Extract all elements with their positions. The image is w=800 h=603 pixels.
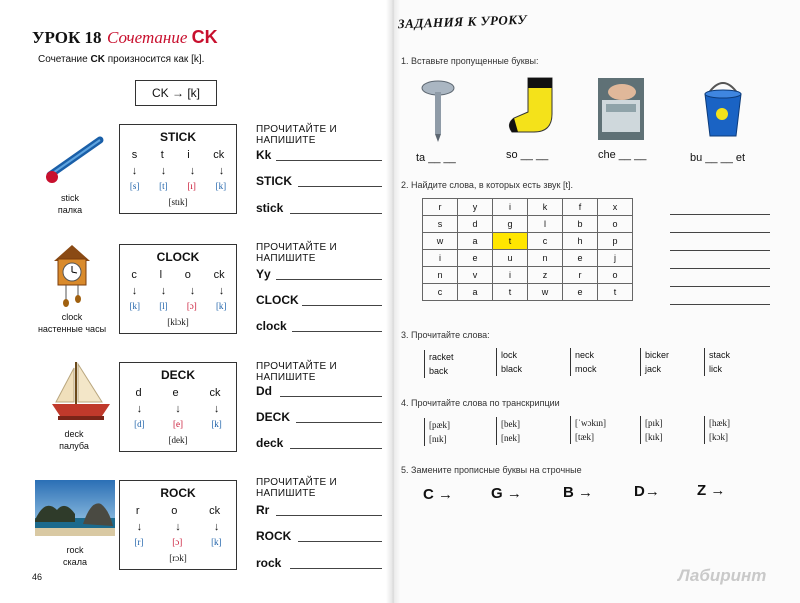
read-write-label: ПРОЧИТАЙТЕ И НАПИШИТЕ — [256, 477, 338, 499]
letter: o — [184, 269, 191, 281]
card-full-ipa: [klɔk] — [167, 317, 189, 327]
down-arrow-icon: ↓ — [218, 285, 225, 297]
deck-caption — [34, 428, 114, 452]
publisher-watermark: Лабиринт — [678, 566, 767, 585]
grid-cell[interactable]: e — [563, 250, 598, 267]
task-3-title: 3. Прочитайте слова: — [401, 330, 490, 340]
read-word: bicker — [645, 350, 670, 360]
down-arrow-icon: ↓ — [136, 403, 143, 415]
capital-letter-item: C → — [423, 486, 453, 503]
answer-line[interactable] — [670, 268, 770, 269]
grid-cell[interactable]: d — [458, 216, 493, 233]
read-word: neck — [575, 350, 595, 360]
card-ipa — [120, 301, 236, 311]
transcription: [pæk] — [429, 420, 450, 430]
transcription-column — [640, 416, 663, 444]
practice-line: Dd — [256, 384, 272, 398]
answer-line[interactable] — [276, 515, 382, 516]
transcription: [tæk] — [575, 432, 594, 442]
grid-cell[interactable]: h — [563, 233, 598, 250]
letter-grid — [422, 198, 633, 301]
grid-cell[interactable]: a — [458, 233, 493, 250]
down-arrow-icon: ↓ — [189, 285, 196, 297]
caption-ru: палуба — [59, 441, 89, 451]
ipa: [k] — [211, 537, 222, 547]
caption-en: rock — [66, 545, 84, 555]
card-arrows — [120, 403, 236, 415]
grid-cell[interactable]: x — [598, 199, 633, 216]
task-2-title: 2. Найдите слова, в которых есть звук [t]. — [401, 180, 573, 190]
card-full-ipa: [rɔk] — [169, 553, 187, 563]
task-5-title: 5. Замените прописные буквы на строчные — [401, 465, 582, 475]
ipa: [r] — [134, 537, 144, 547]
capital-letter-item: B → — [563, 484, 593, 501]
word-column — [424, 350, 454, 378]
intro-ck: CK — [90, 54, 105, 65]
grid-cell[interactable]: f — [563, 199, 598, 216]
lesson-subtitle-ck: CK — [191, 27, 218, 47]
letter: c — [131, 269, 137, 281]
word-card-stick — [119, 124, 237, 214]
transcription: [kɔk] — [709, 432, 728, 442]
grid-cell[interactable]: z — [528, 267, 563, 284]
answer-line[interactable] — [276, 160, 382, 161]
missing-letters-word: ta __ __ — [416, 152, 456, 164]
letter: i — [187, 149, 190, 161]
letter: d — [135, 387, 142, 399]
grid-cell[interactable]: v — [458, 267, 493, 284]
grid-cell[interactable]: c — [528, 233, 563, 250]
ipa: [k] — [215, 181, 227, 191]
grid-cell[interactable]: b — [563, 216, 598, 233]
missing-letters-word: bu __ __ et — [690, 152, 746, 164]
caption-ru: настенные часы — [37, 324, 107, 334]
task-1-title: 1. Вставьте пропущенные буквы: — [401, 56, 539, 66]
capital-letter-item: Z → — [697, 482, 726, 499]
transcription-column — [424, 418, 450, 446]
letter: ck — [209, 387, 221, 399]
rock-caption — [35, 544, 115, 568]
read-write-label: ПРОЧИТАЙТЕ И НАПИШИТЕ — [256, 361, 338, 383]
answer-line[interactable] — [292, 331, 382, 332]
ipa: [t] — [159, 181, 168, 191]
letter: ck — [213, 269, 225, 281]
boat-image — [46, 358, 116, 424]
down-arrow-icon: ↓ — [213, 521, 220, 533]
ipa: [d] — [134, 419, 145, 429]
rock-image — [35, 480, 115, 536]
book-gutter — [386, 0, 400, 603]
grid-cell[interactable]: o — [598, 267, 633, 284]
answer-line[interactable] — [276, 279, 382, 280]
answer-line[interactable] — [298, 541, 382, 542]
lesson-subtitle-prefix: Сочетание — [107, 28, 192, 47]
down-arrow-icon: ↓ — [175, 521, 181, 533]
capital-letter-item: D→ — [634, 483, 660, 500]
transcription: [ˈwɔkın] — [575, 418, 606, 428]
practice-line: Yy — [256, 267, 271, 281]
card-ipa — [120, 181, 236, 191]
bucket-image — [700, 72, 746, 140]
word-column — [496, 348, 522, 376]
grid-cell[interactable]: a — [458, 284, 493, 301]
sock-image — [504, 74, 568, 138]
transcription: [nık] — [429, 434, 447, 444]
card-ipa — [120, 537, 236, 547]
clock-caption — [32, 311, 112, 335]
ipa: [k] — [211, 419, 222, 429]
ipa: [l] — [159, 301, 168, 311]
letter: l — [159, 269, 163, 281]
ipa: [ɔ] — [186, 301, 197, 311]
card-word: ROCK — [160, 486, 196, 500]
grid-cell-highlighted[interactable]: t — [493, 233, 528, 250]
transcription: [pık] — [645, 418, 663, 428]
grid-cell[interactable]: o — [598, 216, 633, 233]
read-word: lock — [501, 350, 518, 360]
card-letters — [120, 149, 236, 161]
read-word: lick — [709, 364, 722, 374]
card-letters — [120, 505, 236, 517]
ipa: [e] — [172, 419, 183, 429]
read-word: jack — [645, 364, 662, 374]
grid-cell[interactable]: t — [493, 284, 528, 301]
practice-line: ROCK — [256, 529, 292, 543]
card-full-ipa: [stık] — [168, 197, 188, 207]
transcription: [kık] — [645, 432, 663, 442]
grid-cell[interactable]: r — [563, 267, 598, 284]
read-word: back — [429, 366, 449, 376]
stick-caption — [30, 192, 110, 216]
answer-line[interactable] — [298, 186, 382, 187]
down-arrow-icon: ↓ — [189, 165, 196, 177]
letter: t — [160, 149, 164, 161]
letter: e — [172, 387, 179, 399]
stick-image — [40, 130, 110, 190]
answer-line[interactable] — [670, 286, 770, 287]
ipa: [k] — [129, 301, 141, 311]
grid-cell[interactable]: w — [423, 233, 458, 250]
practice-line: Rr — [256, 503, 270, 517]
letter: s — [131, 149, 138, 161]
practice-line: rock — [256, 556, 282, 570]
letter: o — [171, 505, 178, 517]
task-4-title: 4. Прочитайте слова по транскрипции — [401, 398, 560, 408]
answer-line[interactable] — [290, 568, 382, 569]
card-word: STICK — [160, 130, 196, 144]
read-word: black — [501, 364, 523, 374]
cheque-machine-image — [598, 78, 644, 140]
read-write-label: ПРОЧИТАЙТЕ И НАПИШИТЕ — [256, 242, 338, 264]
caption-ru: палка — [57, 205, 83, 215]
grid-cell[interactable]: k — [528, 199, 563, 216]
word-column — [570, 348, 597, 376]
grid-cell[interactable]: t — [598, 284, 633, 301]
card-word: CLOCK — [156, 250, 200, 264]
practice-line: DECK — [256, 410, 291, 424]
word-card-deck — [119, 362, 237, 452]
practice-line: clock — [256, 319, 287, 333]
answer-line[interactable] — [670, 232, 770, 233]
grid-cell[interactable]: e — [563, 284, 598, 301]
transcription-column — [704, 416, 730, 444]
transcription: [nek] — [501, 433, 520, 443]
caption-en: clock — [61, 312, 83, 322]
grid-cell[interactable]: n — [528, 250, 563, 267]
read-word: stack — [709, 350, 731, 360]
transcription-column — [570, 416, 606, 444]
missing-letters-word: che __ __ — [598, 149, 647, 161]
letter: r — [135, 505, 140, 517]
answer-line[interactable] — [302, 305, 382, 306]
practice-line: STICK — [256, 174, 292, 188]
intro-pre: Сочетание — [38, 54, 91, 65]
card-letters — [120, 387, 236, 399]
read-word: racket — [429, 352, 454, 362]
grid-cell[interactable]: n — [423, 267, 458, 284]
down-arrow-icon: ↓ — [160, 165, 167, 177]
grid-cell[interactable]: r — [423, 199, 458, 216]
answer-line[interactable] — [670, 250, 770, 251]
answer-line[interactable] — [280, 396, 382, 397]
card-arrows — [120, 165, 236, 177]
tack-image — [418, 78, 458, 144]
ipa: [k] — [215, 301, 227, 311]
grid-cell[interactable]: i — [423, 250, 458, 267]
card-letters — [120, 269, 236, 281]
transcription: [bek] — [501, 419, 520, 429]
caption-ru: скала — [63, 557, 87, 567]
lesson-title: УРОК 18 — [32, 28, 102, 47]
answer-line[interactable] — [290, 448, 382, 449]
rule-box: CK → [k] — [135, 80, 217, 106]
card-arrows — [120, 521, 236, 533]
grid-cell[interactable]: p — [598, 233, 633, 250]
word-column — [640, 348, 669, 376]
card-full-ipa: [dek] — [168, 435, 188, 445]
practice-line: Kk — [256, 148, 272, 162]
clock-image — [52, 243, 92, 307]
down-arrow-icon: ↓ — [218, 165, 225, 177]
caption-en: deck — [64, 429, 84, 439]
page-number: 46 — [32, 572, 43, 582]
answer-line[interactable] — [670, 304, 770, 305]
word-column — [704, 348, 730, 376]
grid-cell[interactable]: i — [493, 199, 528, 216]
caption-en: stick — [61, 193, 79, 203]
word-card-clock — [119, 244, 237, 334]
down-arrow-icon: ↓ — [213, 403, 220, 415]
read-word: mock — [575, 364, 597, 374]
down-arrow-icon: ↓ — [131, 285, 138, 297]
grid-cell[interactable]: g — [493, 216, 528, 233]
intro-text — [38, 54, 204, 65]
transcription: [hæk] — [709, 418, 730, 428]
tasks-heading: ЗАДАНИЯ К УРОКУ — [397, 11, 528, 32]
grid-cell[interactable]: i — [493, 267, 528, 284]
grid-cell[interactable]: e — [458, 250, 493, 267]
answer-line[interactable] — [290, 213, 382, 214]
grid-cell[interactable]: u — [493, 250, 528, 267]
answer-line[interactable] — [296, 422, 382, 423]
ipa: [ɔ] — [172, 537, 183, 547]
card-arrows — [120, 285, 236, 297]
answer-line[interactable] — [670, 214, 770, 215]
down-arrow-icon: ↓ — [175, 403, 181, 415]
missing-letters-word: so __ __ — [506, 149, 549, 161]
transcription-column — [496, 417, 520, 445]
practice-line: deck — [256, 436, 284, 450]
letter: ck — [209, 505, 221, 517]
down-arrow-icon: ↓ — [160, 285, 167, 297]
card-ipa — [120, 419, 236, 429]
read-write-label: ПРОЧИТАЙТЕ И НАПИШИТЕ — [256, 124, 338, 146]
lesson-subtitle — [107, 27, 218, 48]
practice-line: CLOCK — [256, 293, 299, 307]
down-arrow-icon: ↓ — [131, 165, 138, 177]
intro-post: произносится как [k]. — [104, 54, 205, 65]
word-card-rock — [119, 480, 237, 570]
grid-cell[interactable]: c — [423, 284, 458, 301]
grid-cell[interactable]: l — [528, 216, 563, 233]
ipa: [s] — [129, 181, 140, 191]
grid-cell[interactable]: w — [528, 284, 563, 301]
practice-line: stick — [256, 201, 284, 215]
letter: ck — [213, 149, 225, 161]
capital-letter-item: G → — [491, 485, 522, 502]
card-word: DECK — [160, 368, 195, 382]
grid-cell[interactable]: s — [423, 216, 458, 233]
grid-cell[interactable]: j — [598, 250, 633, 267]
grid-cell[interactable]: y — [458, 199, 493, 216]
down-arrow-icon: ↓ — [136, 521, 143, 533]
left-page — [0, 0, 392, 603]
ipa: [ı] — [187, 181, 196, 191]
